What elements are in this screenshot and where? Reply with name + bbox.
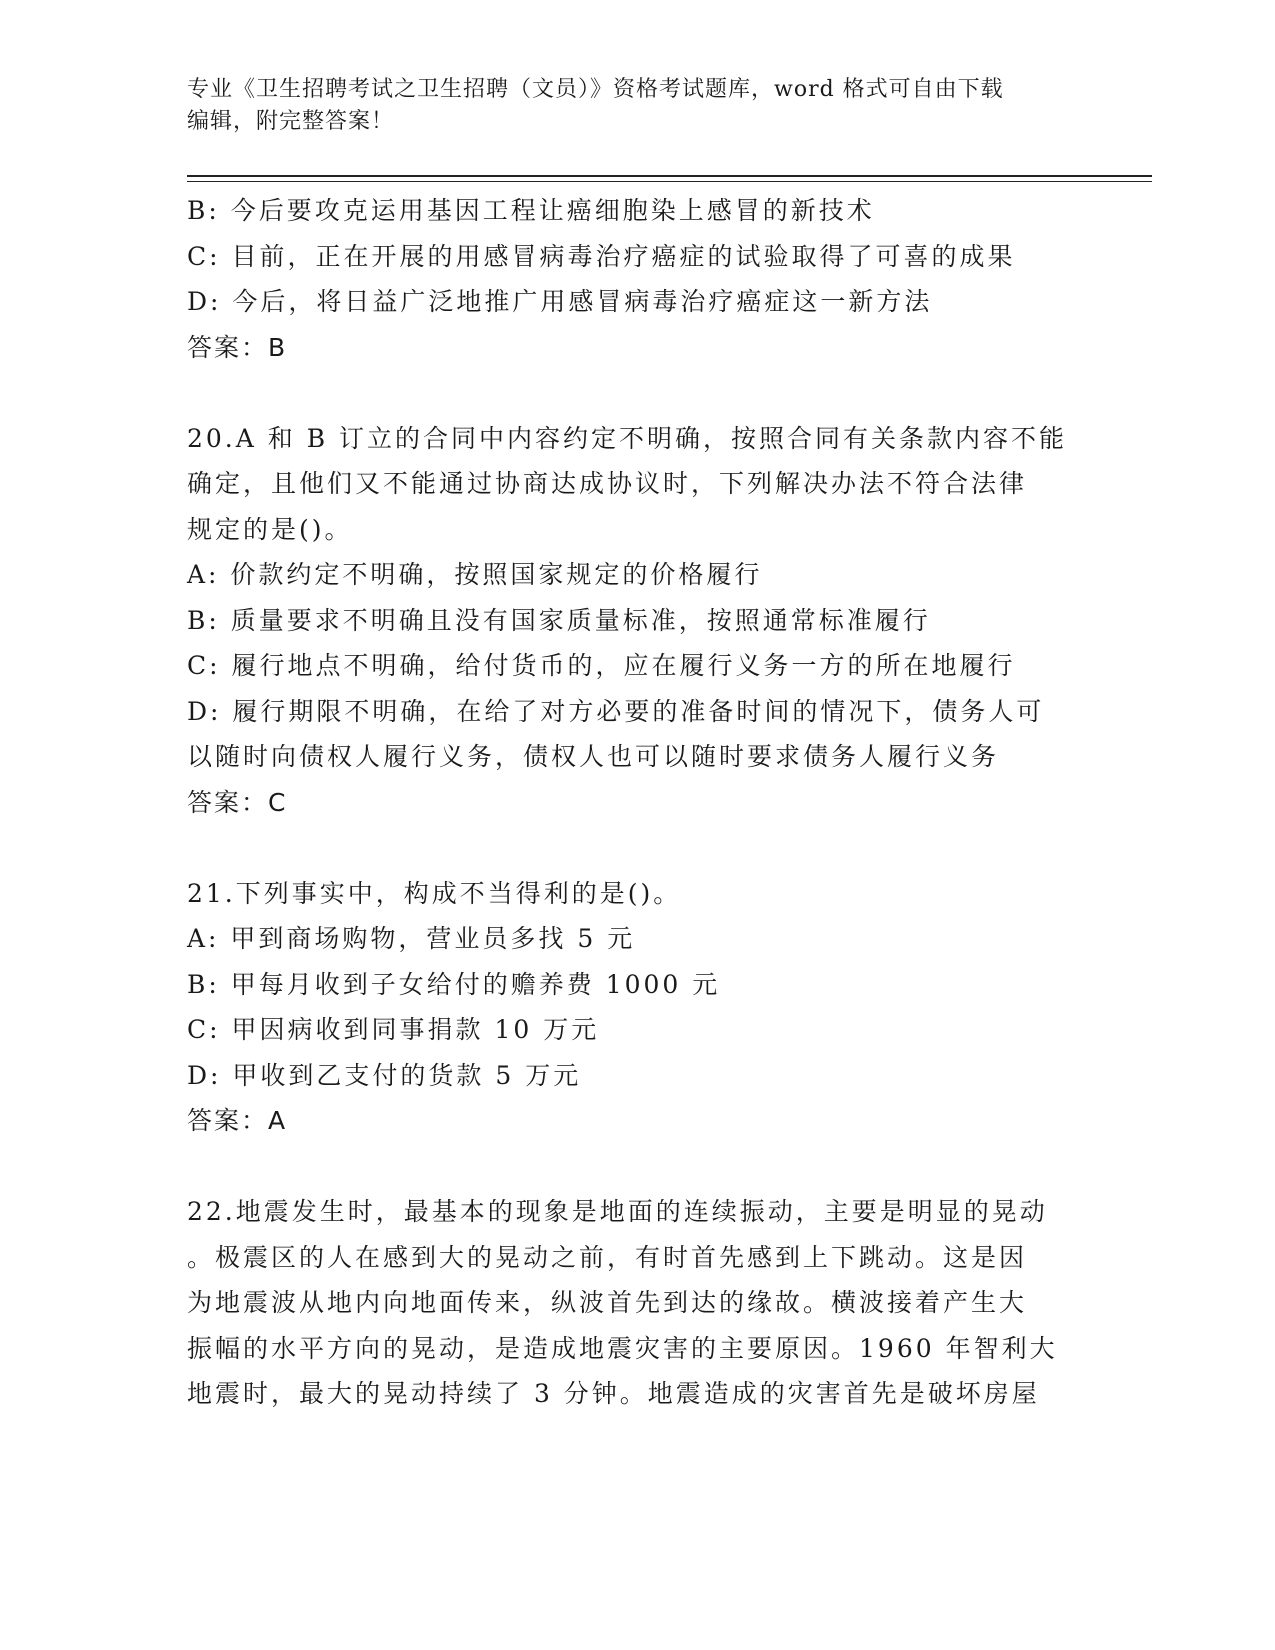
question-stem: 确定，且他们又不能通过协商达成协议时，下列解决办法不符合法律 [187,469,1028,498]
question-stem: 规定的是()。 [187,514,353,544]
option-b: B: 甲每月收到子女给付的赡养费 1000 元 [187,969,721,999]
answer: 答案：B [187,332,288,362]
question-19 [187,188,1077,370]
answer: 答案：C [187,787,288,817]
option-d: D: 履行期限不明确，在给了对方必要的准备时间的情况下，债务人可 [187,696,1045,726]
spacer [187,1144,1077,1190]
question-stem: 。极震区的人在感到大的晃动之前，有时首先感到上下跳动。这是因 [187,1242,1028,1272]
header-line-2: 编辑，附完整答案！ [187,109,395,134]
question-22 [187,1189,1077,1417]
question-20 [187,416,1077,826]
question-21 [187,871,1077,1144]
spacer [187,370,1077,416]
option-c: C: 履行地点不明确，给付货币的，应在履行义务一方的所在地履行 [187,651,1016,680]
option-a: A: 价款约定不明确，按照国家规定的价格履行 [187,560,763,589]
header-divider-thin [187,181,1152,182]
option-c: C: 甲因病收到同事捐款 10 万元 [187,1015,600,1044]
header-line-1: 专业《卫生招聘考试之卫生招聘（文员）》资格考试题库，word 格式可自由下载 [187,77,1004,102]
question-stem: 地震时，最大的晃动持续了 3 分钟。地震造成的灾害首先是破坏房屋 [187,1379,1040,1408]
option-b: B: 质量要求不明确且没有国家质量标准，按照通常标准履行 [187,605,931,635]
option-a: A: 甲到商场购物，营业员多找 5 元 [187,924,636,953]
answer: 答案：A [187,1106,288,1135]
question-stem: 22.地震发生时，最基本的现象是地面的连续振动，主要是明显的晃动 [187,1197,1048,1226]
option-c: C: 目前，正在开展的用感冒病毒治疗癌症的试验取得了可喜的成果 [187,241,1016,271]
question-stem: 20.A 和 B 订立的合同中内容约定不明确，按照合同有关条款内容不能 [187,423,1068,453]
question-stem: 振幅的水平方向的晃动，是造成地震灾害的主要原因。1960 年智利大 [187,1333,1058,1363]
document-body [187,188,1077,1417]
option-b: B: 今后要攻克运用基因工程让癌细胞染上感冒的新技术 [187,196,875,225]
header-divider-thick [187,175,1152,177]
option-d: D: 今后，将日益广泛地推广用感冒病毒治疗癌症这一新方法 [187,287,933,316]
spacer [187,825,1077,871]
question-stem: 21.下列事实中，构成不当得利的是()。 [187,878,682,908]
option-d: D: 甲收到乙支付的货款 5 万元 [187,1060,582,1090]
option-d-continued: 以随时向债权人履行义务，债权人也可以随时要求债务人履行义务 [187,742,1000,771]
document-header [187,74,1067,138]
question-stem: 为地震波从地内向地面传来，纵波首先到达的缘故。横波接着产生大 [187,1288,1028,1317]
